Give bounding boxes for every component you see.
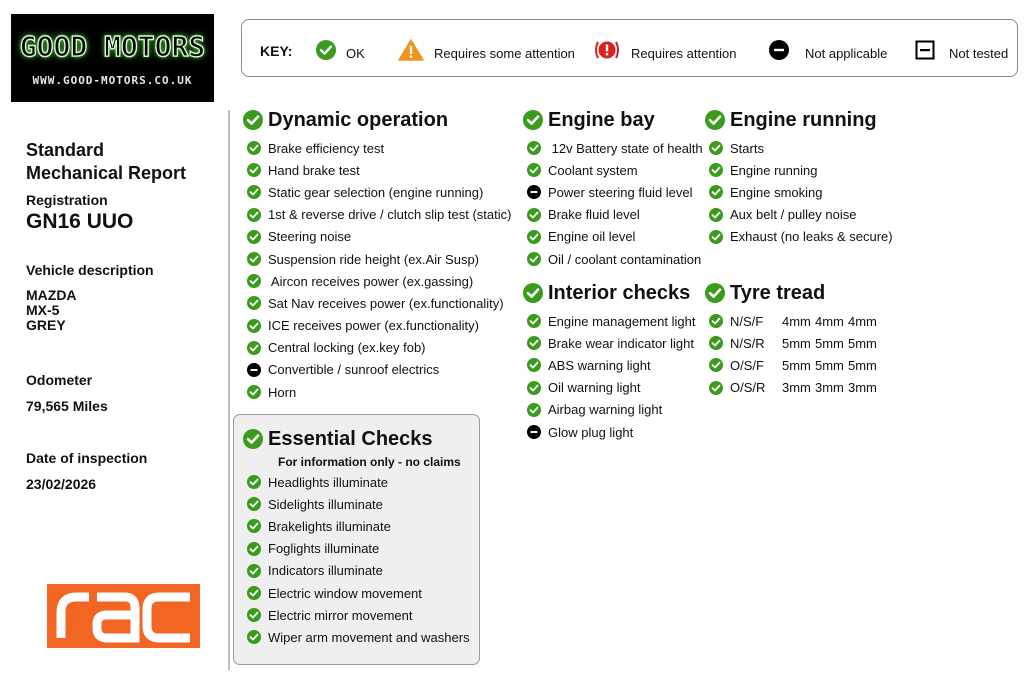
section-heading (705, 279, 881, 307)
check-item-label: Headlights illuminate (268, 474, 388, 490)
ok-check-icon (527, 403, 541, 417)
ok-check-icon (247, 608, 261, 622)
check-item (523, 204, 703, 226)
ok-check-icon (709, 358, 723, 372)
check-item (243, 270, 511, 292)
check-item (243, 582, 470, 604)
check-item-label: Brake wear indicator light (548, 335, 694, 351)
section-interior-checks (523, 279, 695, 443)
ok-check-icon (247, 519, 261, 533)
ok-check-icon (523, 110, 543, 130)
ok-check-icon (527, 230, 541, 244)
key-not-tested-text: Not tested (949, 46, 1009, 61)
ok-check-icon (247, 230, 261, 244)
logo-url: WWW.GOOD-MOTORS.CO.UK (32, 74, 193, 87)
section-essential-checks (243, 425, 470, 649)
not-applicable-icon (247, 363, 261, 377)
check-item-label: ICE receives power (ex.functionality) (268, 318, 479, 334)
check-item (243, 359, 511, 381)
key-label: KEY: (260, 43, 293, 59)
check-item (523, 332, 695, 354)
ok-check-icon (527, 381, 541, 395)
check-item (523, 137, 703, 159)
key-item-some-attention (398, 38, 575, 61)
check-item (705, 137, 893, 159)
check-item (705, 226, 893, 248)
ok-check-icon (243, 110, 263, 130)
section-title: Interior checks (548, 281, 691, 304)
check-item-label: Convertible / sunroof electrics (268, 362, 440, 378)
check-item (243, 515, 470, 537)
ok-check-icon (247, 385, 261, 399)
ok-check-icon (709, 163, 723, 177)
section-engine-running (705, 106, 893, 248)
ok-check-icon (527, 141, 541, 155)
check-item-label: Engine smoking (730, 184, 823, 200)
ok-check-icon (709, 314, 723, 328)
ok-check-icon (247, 497, 261, 511)
not-applicable-icon (527, 185, 541, 199)
check-item (243, 181, 511, 203)
vehicle-description (26, 288, 77, 333)
check-item-label: Foglights illuminate (268, 541, 380, 557)
ok-check-icon (247, 208, 261, 222)
check-item-label: Electric mirror movement (268, 607, 413, 623)
check-item-label: Engine running (730, 162, 818, 178)
check-item-label: Aux belt / pulley noise (730, 207, 857, 223)
tyre-reading: 4mm (848, 313, 877, 329)
check-item (523, 248, 703, 270)
check-item (243, 626, 470, 648)
check-item-label: Airbag warning light (548, 402, 663, 418)
check-item (243, 538, 470, 560)
check-item-label: Brakelights illuminate (268, 518, 391, 534)
key-item-attention (593, 38, 737, 61)
ok-check-icon (243, 429, 263, 449)
ok-check-icon (527, 314, 541, 328)
section-engine-bay (523, 106, 703, 270)
check-item-label: Brake efficiency test (268, 140, 385, 156)
ok-check-icon (523, 283, 543, 303)
inspection-date-label: Date of inspection (26, 450, 148, 466)
check-item (523, 181, 703, 203)
section-title: Essential Checks (268, 427, 433, 450)
ok-check-icon (247, 341, 261, 355)
alert-exclamation-icon (593, 39, 621, 61)
sidebar-divider (228, 110, 230, 670)
check-item (243, 226, 511, 248)
ok-check-icon (247, 542, 261, 556)
check-item-label: Engine management light (548, 313, 696, 329)
section-heading (243, 106, 511, 134)
section-title: Tyre tread (730, 281, 826, 304)
not-tested-icon (915, 40, 935, 60)
tyre-reading: 5mm (782, 357, 811, 373)
tyre-reading: 3mm (815, 380, 844, 396)
check-item (523, 310, 695, 332)
check-item (705, 159, 893, 181)
check-item-label: Suspension ride height (ex.Air Susp) (268, 251, 480, 267)
check-item-label: Exhaust (no leaks & secure) (730, 229, 893, 245)
section-heading (243, 425, 470, 453)
ok-check-icon (316, 40, 336, 60)
warning-triangle-icon (398, 39, 424, 61)
ok-check-icon (247, 296, 261, 310)
check-item-label: Brake fluid level (548, 207, 640, 223)
check-item (523, 399, 695, 421)
tyre-row (705, 310, 881, 332)
tyre-reading: 5mm (815, 357, 844, 373)
check-item-label: Steering noise (268, 229, 352, 245)
check-item (243, 292, 511, 314)
inspection-date-value: 23/02/2026 (26, 476, 97, 492)
ok-check-icon (709, 381, 723, 395)
ok-check-icon (247, 141, 261, 155)
check-item (705, 181, 893, 203)
section-dynamic-operation (243, 106, 511, 403)
check-item-label: Glow plug light (548, 424, 634, 440)
ok-check-icon (247, 163, 261, 177)
check-item (243, 159, 511, 181)
check-item-label: Electric window movement (268, 585, 422, 601)
vehicle-description-label: Vehicle description (26, 262, 154, 278)
ok-check-icon (527, 358, 541, 372)
key-some-attention-text: Requires some attention (434, 46, 575, 61)
ok-check-icon (247, 274, 261, 288)
tyre-reading: 5mm (782, 335, 811, 351)
section-title: Engine running (730, 108, 877, 131)
check-item-label: 1st & reverse drive / clutch slip test (static) (268, 207, 512, 223)
check-item-label: Central locking (ex.key fob) (268, 340, 426, 356)
check-item (523, 421, 695, 443)
section-heading (523, 106, 703, 134)
check-item-label: Sat Nav receives power (ex.functionality) (268, 295, 504, 311)
check-item-label: Coolant system (548, 162, 638, 178)
odometer-value: 79,565 Miles (26, 398, 108, 414)
tyre-row (705, 377, 881, 399)
ok-check-icon (247, 630, 261, 644)
ok-check-icon (709, 185, 723, 199)
check-item (243, 604, 470, 626)
check-item (523, 159, 703, 181)
ok-check-icon (527, 208, 541, 222)
logo-title: GOOD MOTORS (19, 30, 206, 63)
check-item (243, 137, 511, 159)
check-item-label: Oil warning light (548, 380, 641, 396)
ok-check-icon (247, 475, 261, 489)
report-title-line2: Mechanical Report (26, 163, 187, 183)
tyre-reading: 4mm (815, 313, 844, 329)
key-not-applicable-text: Not applicable (805, 46, 888, 61)
check-item (243, 337, 511, 359)
key-attention-text: Requires attention (631, 46, 737, 61)
tyre-position: N/S/F (730, 313, 764, 329)
section-title: Engine bay (548, 108, 655, 131)
ok-check-icon (527, 252, 541, 266)
check-item (243, 315, 511, 337)
check-item (523, 354, 695, 376)
tyre-reading: 5mm (848, 357, 877, 373)
not-applicable-icon (527, 425, 541, 439)
key-legend (241, 19, 1018, 77)
tyre-position: O/S/F (730, 357, 764, 373)
ok-check-icon (527, 163, 541, 177)
ok-check-icon (247, 319, 261, 333)
vehicle-model: MX-5 (26, 302, 60, 318)
ok-check-icon (247, 185, 261, 199)
not-applicable-icon (769, 40, 789, 60)
essential-subtitle: For information only - no claims (278, 455, 461, 469)
section-tyre-tread (705, 279, 881, 399)
check-item-label: Engine oil level (548, 229, 636, 245)
ok-check-icon (709, 141, 723, 155)
check-item (523, 226, 703, 248)
ok-check-icon (527, 336, 541, 350)
check-item (705, 204, 893, 226)
tyre-reading: 3mm (782, 380, 811, 396)
tyre-reading: 4mm (782, 313, 811, 329)
check-item-label: Aircon receives power (ex.gassing) (268, 273, 474, 289)
check-item (243, 560, 470, 582)
check-item-label: Sidelights illuminate (268, 496, 383, 512)
check-item (243, 471, 470, 493)
rac-logo (47, 584, 200, 648)
registration-label: Registration (26, 192, 108, 208)
odometer-label: Odometer (26, 372, 93, 388)
check-item-label: 12v Battery state of health (548, 140, 703, 156)
tyre-position: N/S/R (730, 335, 765, 351)
check-item-label: Horn (268, 384, 297, 400)
check-item-label: Indicators illuminate (268, 563, 383, 579)
check-item (243, 493, 470, 515)
check-item-label: Power steering fluid level (548, 184, 693, 200)
check-item-label: Wiper arm movement and washers (268, 629, 470, 645)
check-item-label: ABS warning light (548, 357, 651, 373)
ok-check-icon (247, 586, 261, 600)
tyre-reading: 5mm (848, 335, 877, 351)
report-title (26, 139, 186, 185)
ok-check-icon (709, 208, 723, 222)
ok-check-icon (709, 336, 723, 350)
ok-check-icon (709, 230, 723, 244)
key-item-not-applicable (769, 38, 887, 61)
section-title: Dynamic operation (268, 108, 449, 131)
ok-check-icon (247, 252, 261, 266)
tyre-reading: 5mm (815, 335, 844, 351)
tyre-reading: 3mm (848, 380, 877, 396)
report-title-line1: Standard (26, 140, 105, 160)
ok-check-icon (247, 564, 261, 578)
vehicle-colour: GREY (26, 317, 66, 333)
tyre-row (705, 354, 881, 376)
registration-value: GN16 UUO (26, 210, 134, 233)
check-item-label: Static gear selection (engine running) (268, 184, 484, 200)
check-item (243, 204, 511, 226)
ok-check-icon (705, 283, 725, 303)
check-item (243, 381, 511, 403)
check-item (523, 377, 695, 399)
check-item (243, 248, 511, 270)
check-item-label: Hand brake test (268, 162, 360, 178)
vehicle-make: MAZDA (26, 287, 77, 303)
good-motors-logo (11, 14, 214, 102)
ok-check-icon (705, 110, 725, 130)
check-item-label: Starts (730, 140, 764, 156)
tyre-position: O/S/R (730, 380, 766, 396)
check-item-label: Oil / coolant contamination (548, 251, 702, 267)
section-heading (705, 106, 893, 134)
section-heading (523, 279, 695, 307)
key-item-ok (316, 38, 365, 61)
tyre-row (705, 332, 881, 354)
key-item-not-tested (915, 38, 1008, 61)
key-ok-text: OK (346, 46, 365, 61)
